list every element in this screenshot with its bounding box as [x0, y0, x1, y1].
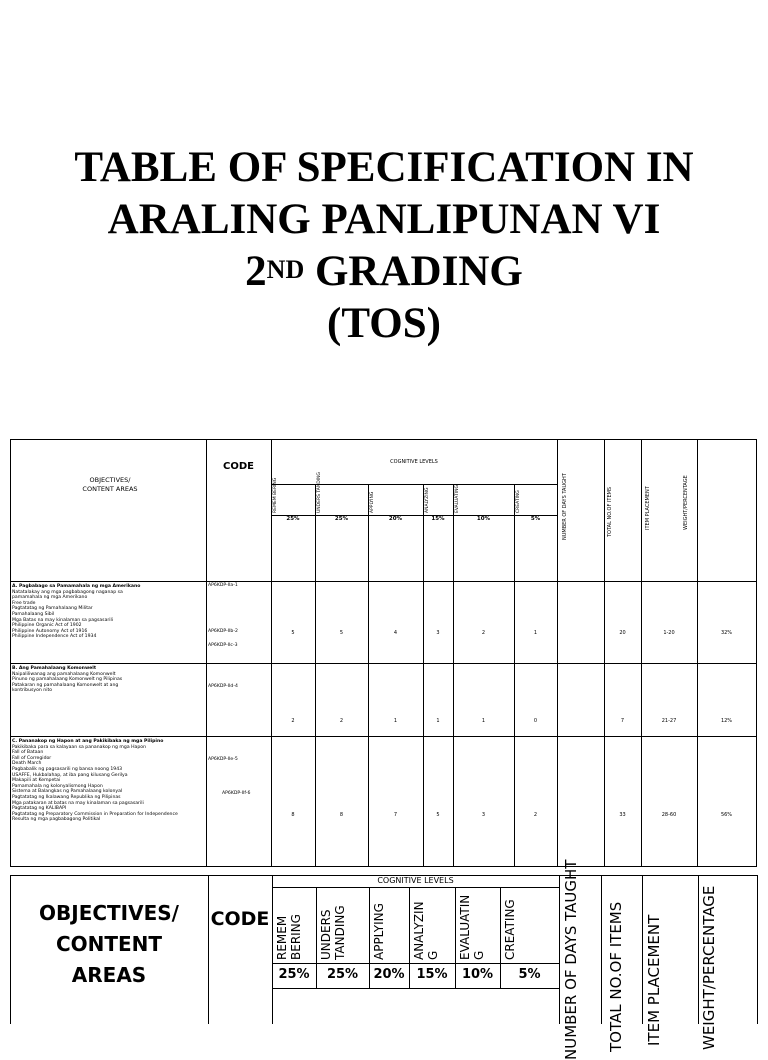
- level-label: ANALYZING: [425, 487, 430, 513]
- objectives-header-line-2: CONTENT AREAS: [82, 485, 138, 493]
- cognitive-value: 8: [291, 812, 295, 818]
- title-line-4: (TOS): [327, 300, 441, 347]
- zoom-level-label: CREATING: [503, 899, 517, 960]
- level-percent: 25%: [286, 516, 300, 522]
- items-header: TOTAL NO.OF ITEMS: [607, 486, 613, 537]
- objective-text: Pamahalaang Sibil: [12, 612, 55, 617]
- objective-text: Pinuno ng pamahalaang Komonwelt ng Pilipinas: [12, 677, 123, 683]
- cognitive-value: 2: [339, 718, 344, 724]
- level-percent: 20%: [388, 516, 403, 522]
- zoom-level-label: UNDERS: [319, 909, 333, 960]
- cognitive-value: 5: [339, 630, 344, 636]
- zoom-level-label: REMEM: [275, 915, 289, 960]
- objective-text: USAFFE, Hukbalahap, at iba pang kilusang Gerilya: [12, 772, 128, 778]
- objective-text: Naipaliliwanag ang pamahalaang Komonwelt: [12, 671, 116, 677]
- placement-value: 28-60: [661, 812, 677, 818]
- zoom-objectives-header: [10, 898, 208, 991]
- zoom-level-percent: 10%: [461, 967, 494, 982]
- cognitive-value: 3: [481, 812, 486, 818]
- items-value: 20: [619, 630, 626, 636]
- cognitive-value: 7: [393, 812, 398, 818]
- zoom-days-header: NUMBER OF DAYS TAUGHT: [562, 859, 580, 1060]
- objective-text: Mga patakaran at batas na may kinalaman sa pagsasarili: [12, 800, 144, 806]
- title-line-2: ARALING PANLIPUNAN VI: [107, 196, 661, 243]
- zoom-level-label: APPLYING: [372, 903, 386, 960]
- zoom-code-header: CODE: [210, 908, 270, 930]
- cognitive-value: 1: [436, 718, 440, 724]
- cognitive-value: 2: [291, 718, 295, 724]
- weight-header: WEIGHT/PERCENTAGE: [683, 475, 689, 530]
- zoom-level-label: BERING: [289, 914, 303, 960]
- objective-text: Philippine Independence Act of 1934: [12, 634, 97, 640]
- level-label: EVALUATING: [455, 485, 460, 513]
- objective-text: Sistema at Balangkas ng Pamahalaang kolonyal: [12, 789, 123, 795]
- days-header: NUMBER OF DAYS TAUGHT: [562, 473, 568, 540]
- zoom-level-percent: 25%: [278, 967, 310, 982]
- objective-text: Pagtatatag ng Preparatory Commission in Preparation for Independence: [12, 811, 178, 817]
- cognitive-value: 5: [291, 630, 295, 636]
- objective-text: Pagbabalik ng pagsasarili ng bansa noong 1943: [12, 767, 123, 772]
- level-label: CREATING: [516, 490, 521, 513]
- zoom-level-label: G: [426, 950, 440, 960]
- items-value: 33: [619, 812, 626, 818]
- competency-code: AP6KDP-IIa-1: [208, 583, 238, 588]
- level-label: UNDERS TANDING: [317, 472, 322, 513]
- weight-value: 32%: [720, 630, 733, 636]
- cognitive-levels-header: COGNITIVE LEVELS: [390, 459, 438, 465]
- zoom-placement-header: ITEM PLACEMENT: [645, 914, 663, 1046]
- weight-value: 12%: [720, 718, 733, 724]
- competency-code: AP6KDP-IIe-5: [208, 757, 238, 762]
- objective-text: Pagtatatag ng KALIBAPI: [12, 806, 67, 812]
- objectives-header-line-1: OBJECTIVES/: [89, 476, 131, 484]
- objective-text: Fall of Corregidor: [12, 755, 52, 761]
- objective-text: Fall of Bataan: [12, 750, 44, 756]
- title-grade-suffix: ND: [266, 255, 305, 284]
- objective-text: Pakikibaka para sa kalayaan sa pananakop ng mga Hapon: [12, 744, 147, 750]
- cognitive-value: 4: [393, 630, 398, 636]
- zoom-level-percent: 20%: [373, 967, 405, 982]
- objective-text: kontribusyon nito: [12, 688, 53, 694]
- objective-text: A. Pagbabago sa Pamamahala ng mga Amerikano: [12, 584, 141, 589]
- objective-text: Death March: [12, 761, 42, 767]
- cognitive-value: 2: [481, 630, 486, 636]
- zoom-level-label: ANALYZIN: [412, 901, 426, 960]
- zoom-items-header: TOTAL NO.OF ITEMS: [607, 901, 625, 1052]
- zoom-objectives-line-3: AREAS: [71, 963, 147, 987]
- objective-text: Patakaran ng pamahalaang Komonwelt at ang: [12, 682, 119, 688]
- objective-text: Philippine Organic Act of 1902: [12, 623, 82, 629]
- objective-text: C. Pananakop ng Hapon at ang Pakikibaka ng mga Pilipino: [12, 739, 164, 744]
- placement-header: ITEM PLACEMENT: [645, 486, 651, 530]
- placement-value: 21-27: [661, 718, 677, 724]
- zoom-objectives-line-1: OBJECTIVES/: [39, 901, 179, 925]
- objective-text: pamamahala ng mga Amerikano: [12, 595, 88, 601]
- zoom-weight-header: WEIGHT/PERCENTAGE: [700, 885, 718, 1050]
- zoom-level-label: G: [472, 950, 486, 960]
- competency-code: AP6KDP-IIf-6: [222, 791, 251, 796]
- cognitive-value: 1: [393, 718, 398, 724]
- objective-text: Natatalakay ang mga pagbabagong naganap sa: [12, 589, 123, 595]
- objective-text: Mga Batas na may kinalaman sa pagsasarili: [12, 617, 114, 623]
- objective-text: Free trade: [12, 600, 36, 606]
- cognitive-value: 0: [533, 718, 538, 724]
- zoom-objectives-line-2: CONTENT: [55, 932, 163, 956]
- competency-code: AP6KDP-IIc-3: [208, 643, 238, 648]
- title-line-1: TABLE OF SPECIFICATION IN: [74, 144, 694, 191]
- level-percent: 5%: [530, 516, 541, 522]
- level-percent: 25%: [334, 516, 349, 522]
- zoom-level-percent: 25%: [326, 967, 359, 982]
- objective-text: B. Ang Pamahalaang Komonwelt: [12, 666, 97, 671]
- zoom-level-percent: 15%: [416, 967, 448, 982]
- level-label: APPLYING: [370, 491, 375, 513]
- placement-value: 1-20: [663, 630, 675, 636]
- level-percent: 15%: [431, 516, 445, 522]
- competency-code: AP6KDP-IIb-2: [208, 629, 238, 634]
- zoom-level-label: TANDING: [333, 905, 347, 960]
- competency-code: AP6KDP-IId-4: [208, 684, 238, 689]
- cognitive-value: 5: [436, 812, 440, 818]
- objective-text: Resulta ng mga pagbabagong Politikal: [12, 817, 101, 823]
- cognitive-value: 2: [533, 812, 538, 818]
- objective-text: Pagtatatag ng Pamahalaang Militar: [12, 606, 93, 612]
- objective-text: Makapili at Kempetai: [12, 778, 61, 784]
- level-percent: 10%: [476, 516, 491, 522]
- cognitive-value: 1: [533, 630, 538, 636]
- title-grade-number: 2: [245, 248, 267, 295]
- weight-value: 56%: [720, 812, 733, 818]
- objective-text: Philippine Autonomy Act of 1916: [12, 628, 88, 634]
- objective-text: Pamamahala ng kolonyalismong Hapon: [12, 783, 103, 789]
- cognitive-value: 8: [339, 812, 344, 818]
- title-grade-text: GRADING: [304, 248, 523, 295]
- level-label: REMEM BERING: [273, 477, 278, 513]
- zoom-level-percent: 5%: [518, 967, 541, 982]
- items-value: 7: [620, 718, 625, 724]
- objective-text: Pagtatatag ng Ikalawang Republika ng Pilipinas: [12, 795, 121, 800]
- cognitive-value: 3: [436, 630, 440, 636]
- zoom-level-label: EVALUATIN: [458, 894, 472, 960]
- code-header: CODE: [223, 461, 254, 472]
- cognitive-value: 1: [481, 718, 486, 724]
- zoom-cognitive-header: COGNITIVE LEVELS: [377, 876, 454, 885]
